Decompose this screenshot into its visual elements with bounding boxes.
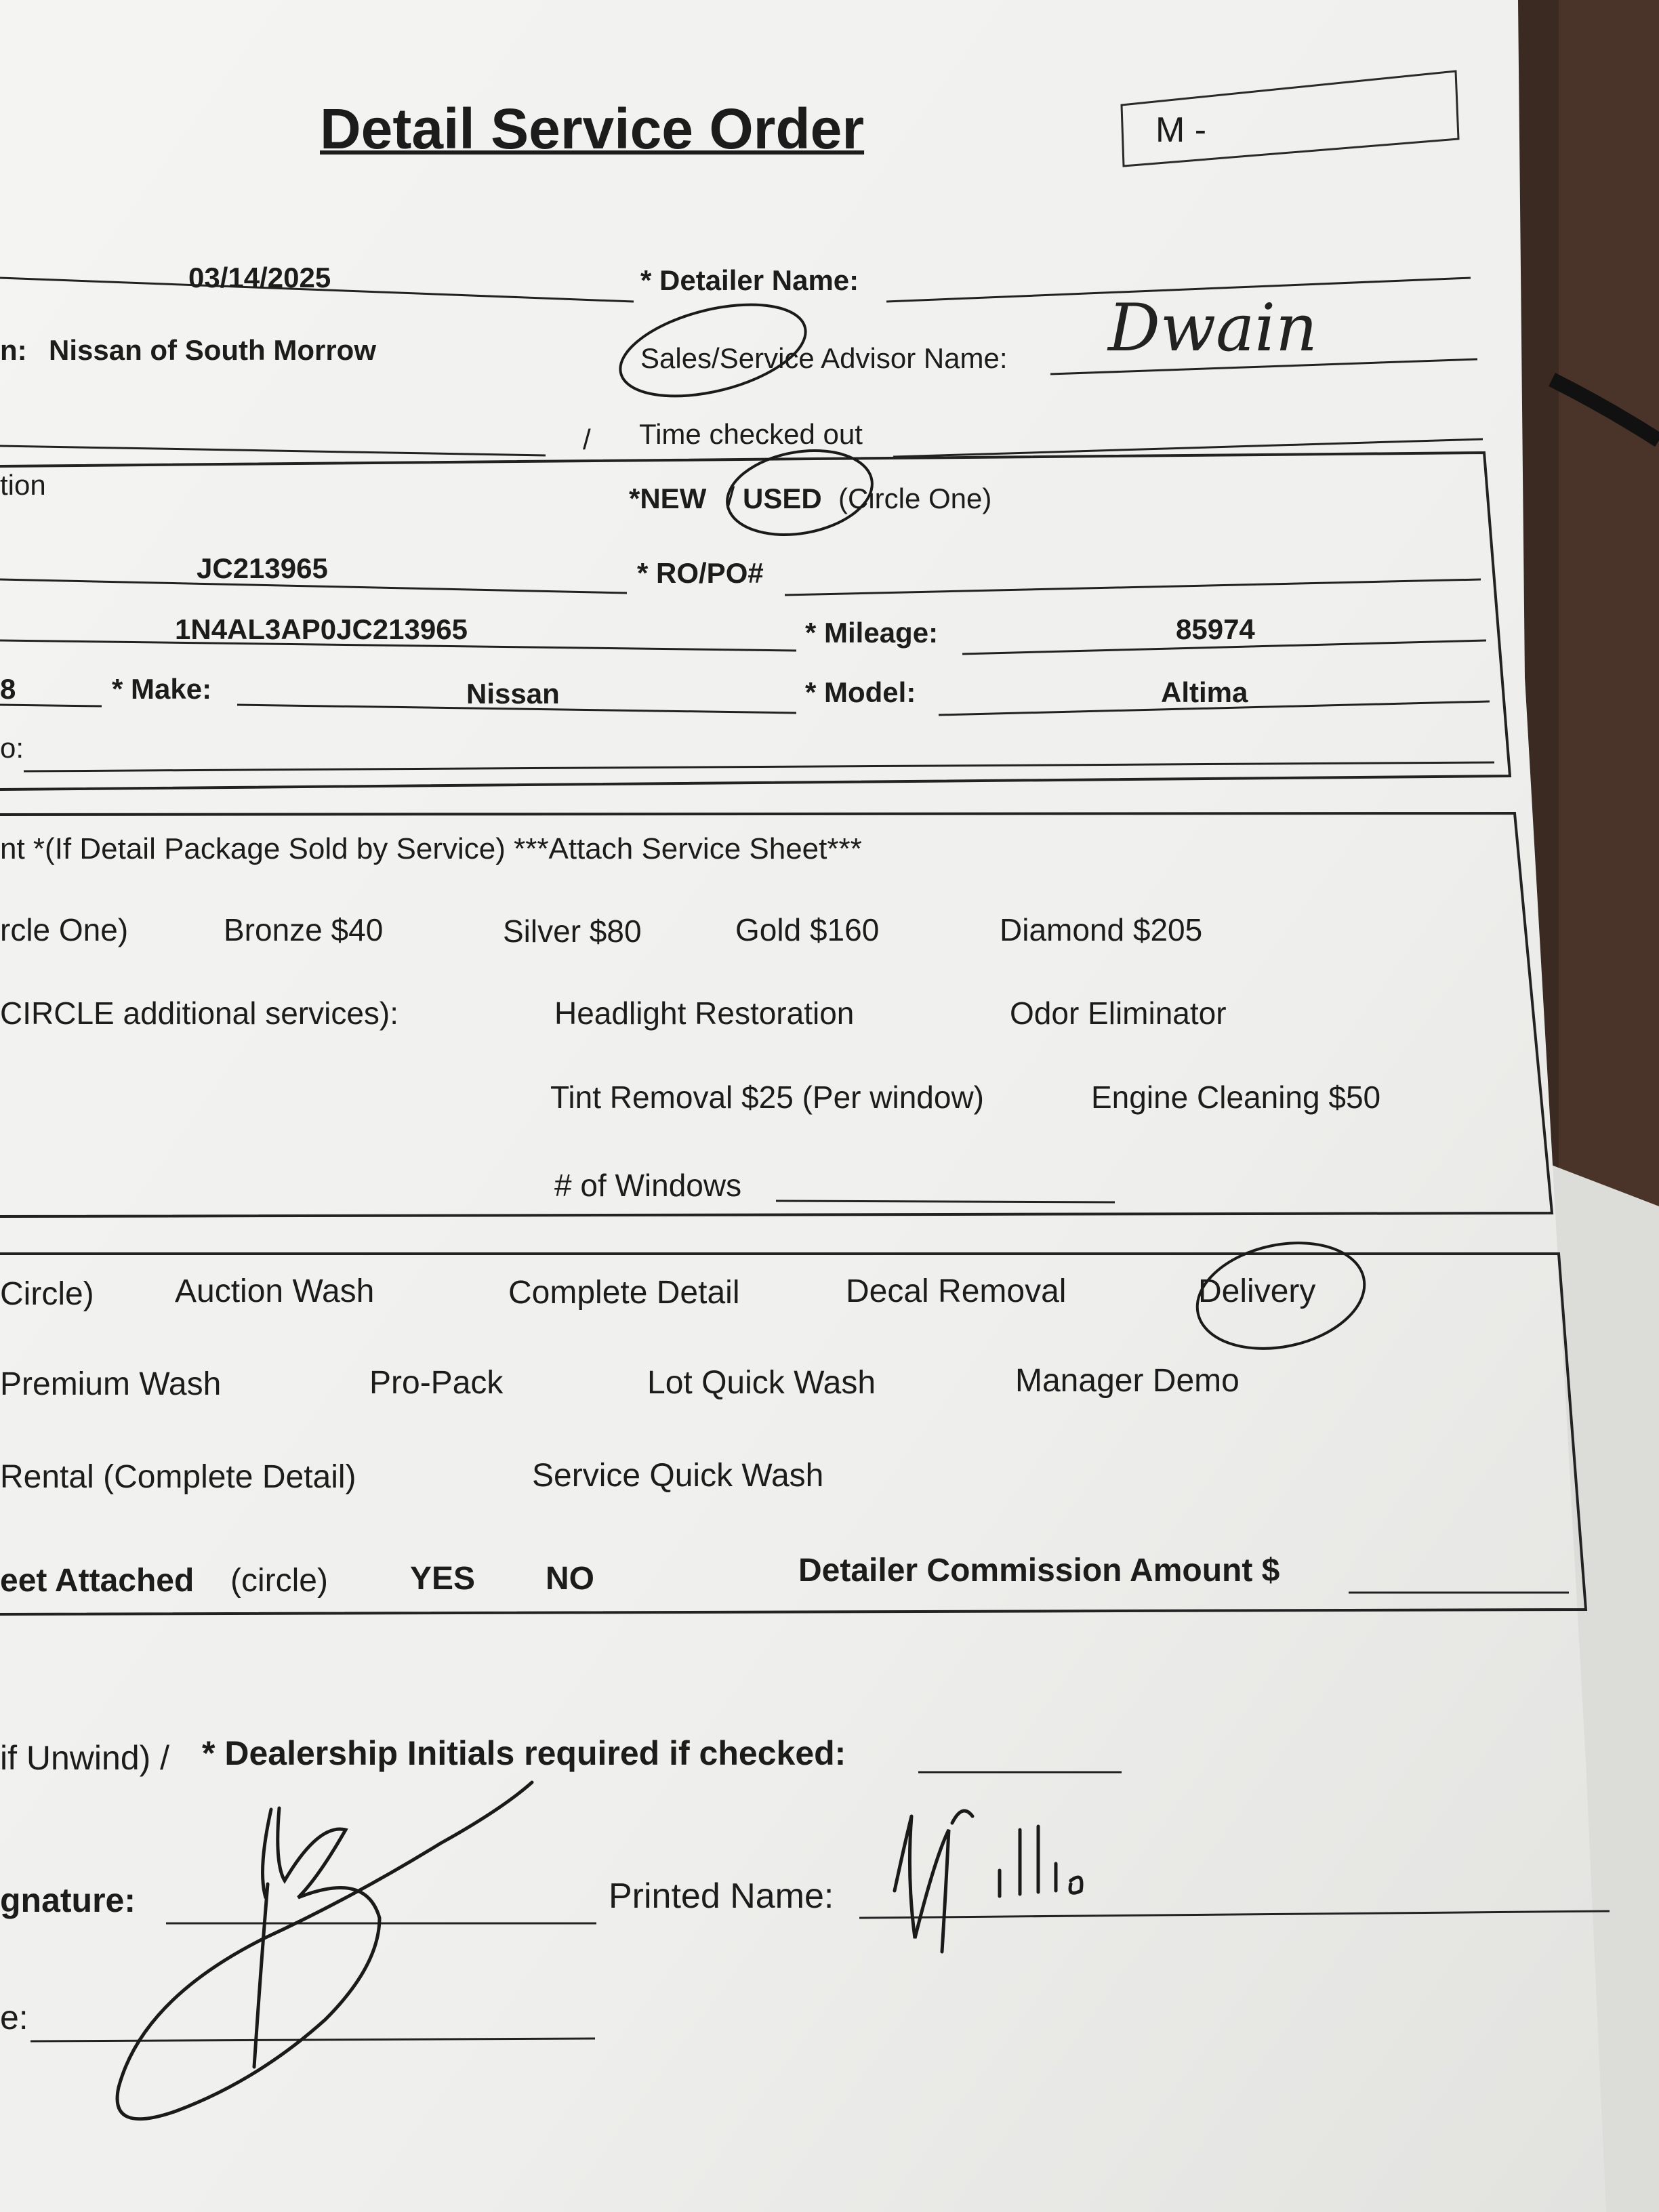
service-headlight-restoration[interactable]: Headlight Restoration <box>554 996 855 1031</box>
detail-lot-quick-wash[interactable]: Lot Quick Wash <box>647 1365 876 1401</box>
make-label: * Make: <box>112 673 212 705</box>
page-title: Detail Service Order <box>320 97 865 161</box>
package-gold[interactable]: Gold $160 <box>735 912 880 947</box>
detail-decal-removal[interactable]: Decal Removal <box>846 1273 1067 1309</box>
service-engine-cleaning[interactable]: Engine Cleaning $50 <box>1091 1080 1381 1115</box>
advisor-label: Sales/Service Advisor Name: <box>640 342 1008 374</box>
time-checked-out-label: Time checked out <box>639 418 863 450</box>
dealership-label: n: <box>0 334 27 366</box>
stock-box-label: M - <box>1155 110 1207 150</box>
service-tint-removal[interactable]: Tint Removal $25 (Per window) <box>550 1080 984 1115</box>
printed-name-label: Printed Name: <box>609 1877 834 1916</box>
color-fragment: o: <box>0 732 24 764</box>
mileage-label: * Mileage: <box>805 617 939 649</box>
detail-manager-demo[interactable]: Manager Demo <box>1015 1363 1240 1399</box>
detail-delivery[interactable]: Delivery <box>1198 1273 1316 1309</box>
dealership-value[interactable]: Nissan of South Morrow <box>49 334 376 366</box>
stock-number-value[interactable]: JC213965 <box>197 552 328 584</box>
sheet-attached-label: eet Attached <box>0 1563 194 1599</box>
ro-po-label: * RO/PO# <box>637 557 764 589</box>
unwind-fragment: if Unwind) / <box>0 1739 170 1777</box>
detail-rental-complete[interactable]: Rental (Complete Detail) <box>0 1459 356 1495</box>
condition-label-fragment: tion <box>0 469 46 501</box>
package-circle-one: rcle One) <box>0 912 129 947</box>
detail-premium-wash[interactable]: Premium Wash <box>0 1366 222 1402</box>
sheet-attached-yes[interactable]: YES <box>410 1561 476 1597</box>
commission-label: Detailer Commission Amount $ <box>798 1553 1280 1589</box>
condition-circle-one: (Circle One) <box>838 483 992 514</box>
time-separator: / <box>583 424 591 455</box>
detail-circle-label: Circle) <box>0 1276 94 1312</box>
additional-services-label: CIRCLE additional services): <box>0 996 399 1031</box>
detail-pro-pack[interactable]: Pro-Pack <box>369 1365 504 1401</box>
package-bronze[interactable]: Bronze $40 <box>224 912 384 947</box>
package-silver[interactable]: Silver $80 <box>503 914 642 949</box>
model-value[interactable]: Altima <box>1161 676 1248 708</box>
detail-auction-wash[interactable]: Auction Wash <box>175 1273 375 1309</box>
year-fragment[interactable]: 8 <box>0 673 16 705</box>
advisor-name-handwritten[interactable]: Dwain <box>1108 290 1317 366</box>
date-fragment: e: <box>0 1999 28 2036</box>
detailer-name-label: * Detailer Name: <box>640 264 859 296</box>
detail-service-quick-wash[interactable]: Service Quick Wash <box>532 1458 824 1494</box>
signature-label: gnature: <box>0 1881 136 1919</box>
package-diamond[interactable]: Diamond $205 <box>1000 912 1203 947</box>
sheet-attached-no[interactable]: NO <box>546 1561 594 1597</box>
sheet-attached-circle-hint: (circle) <box>230 1563 328 1599</box>
service-section-header: nt *(If Detail Package Sold by Service) ***Attach Service Sheet*** <box>0 832 862 865</box>
condition-divider: / <box>726 481 735 514</box>
date-value[interactable]: 03/14/2025 <box>188 262 331 293</box>
mileage-value[interactable]: 85974 <box>1176 613 1255 645</box>
vin-value[interactable]: 1N4AL3AP0JC213965 <box>175 613 468 645</box>
condition-new[interactable]: *NEW <box>629 483 707 514</box>
dealership-initials-label: * Dealership Initials required if checked: <box>202 1734 846 1772</box>
make-value[interactable]: Nissan <box>466 678 560 710</box>
condition-used[interactable]: USED <box>743 483 822 514</box>
windows-count-label: # of Windows <box>554 1168 742 1203</box>
service-odor-eliminator[interactable]: Odor Eliminator <box>1010 996 1227 1031</box>
model-label: * Model: <box>805 676 916 708</box>
detail-complete-detail[interactable]: Complete Detail <box>508 1275 740 1311</box>
